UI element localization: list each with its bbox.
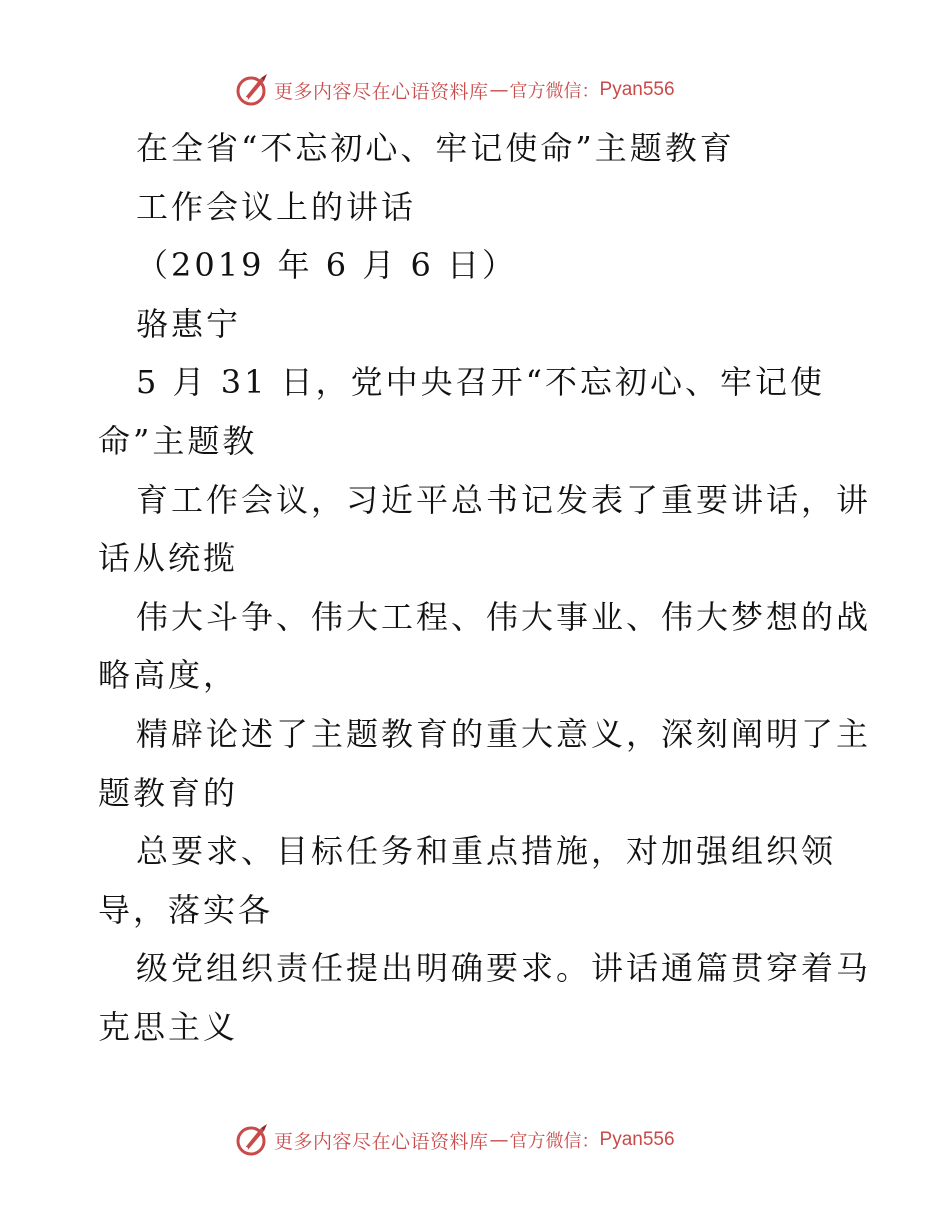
banner-wechat-id: Pyan556	[599, 1129, 675, 1150]
banner-dash: —	[489, 1129, 509, 1151]
doc-paragraph-line: 略高度，	[98, 656, 239, 695]
banner-wechat-label: 官方微信：	[509, 1131, 600, 1152]
doc-author: 骆惠宁	[136, 304, 242, 343]
doc-paragraph-line: 5 月 31 日，党中央召开“不忘初心、牢记使	[136, 363, 825, 402]
banner-dash: —	[489, 79, 509, 101]
quill-pen-logo-icon	[234, 72, 270, 108]
banner-text: 更多内容尽在心语资料库	[274, 80, 489, 103]
footer-watermark-banner	[234, 1120, 675, 1160]
doc-paragraph-line: 总要求、目标任务和重点措施，对加强组织领	[136, 832, 837, 871]
banner-text: 更多内容尽在心语资料库	[274, 1130, 489, 1153]
doc-paragraph-line: 精辟论述了主题教育的重大意义，深刻阐明了主	[136, 714, 872, 753]
banner-wechat-id: Pyan556	[599, 79, 675, 100]
doc-paragraph-line: 伟大斗争、伟大工程、伟大事业、伟大梦想的战	[136, 597, 872, 636]
doc-title-line-2: 工作会议上的讲话	[136, 187, 417, 226]
doc-paragraph-line: 导，落实各	[98, 890, 274, 929]
doc-title-line-1: 在全省“不忘初心、牢记使命”主题教育	[136, 129, 735, 167]
header-watermark-banner	[234, 70, 675, 110]
doc-paragraph-line: 话从统揽	[98, 539, 239, 578]
doc-paragraph-line: 命”主题教	[98, 421, 258, 460]
doc-paragraph-line: 育工作会议，习近平总书记发表了重要讲话，讲	[136, 480, 872, 519]
banner-wechat-label: 官方微信：	[509, 81, 600, 102]
doc-date: （2019 年 6 月 6 日）	[136, 246, 518, 285]
doc-paragraph-line: 克思主义	[98, 1007, 239, 1046]
quill-pen-logo-icon	[234, 1122, 270, 1158]
doc-paragraph-line: 题教育的	[98, 773, 239, 812]
document-body	[98, 119, 872, 1057]
doc-paragraph-line: 级党组织责任提出明确要求。讲话通篇贯穿着马	[136, 949, 872, 988]
